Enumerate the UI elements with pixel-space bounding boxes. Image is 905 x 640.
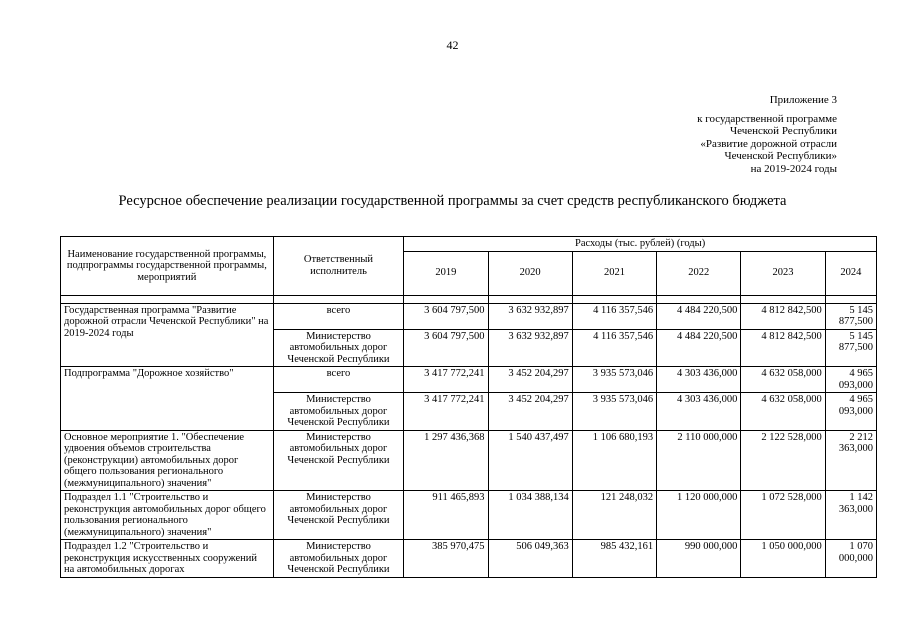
year-header: 2023	[741, 251, 825, 295]
table-row	[61, 367, 877, 393]
section-name-cell: Подраздел 1.2 "Строительство и реконструкция искусственных сооружений на автомобильных дорогах	[61, 540, 274, 578]
appendix-line: к государственной программе	[697, 112, 837, 125]
value-cell: 3 452 204,297	[488, 367, 572, 393]
executor-cell: Министерство автомобильных дорог Чеченской Республики	[273, 393, 403, 431]
year-header: 2022	[657, 251, 741, 295]
value-cell: 4 632 058,000	[741, 393, 825, 431]
executor-cell: всего	[273, 303, 403, 329]
value-cell: 3 604 797,500	[404, 303, 488, 329]
spacer-row	[61, 295, 877, 303]
value-cell: 3 632 932,897	[488, 329, 572, 367]
value-cell: 1 540 437,497	[488, 430, 572, 491]
year-header: 2020	[488, 251, 572, 295]
value-cell: 3 935 573,046	[572, 393, 656, 431]
appendix-line: на 2019-2024 годы	[750, 162, 837, 175]
value-cell: 985 432,161	[572, 540, 656, 578]
value-cell: 911 465,893	[404, 491, 488, 540]
value-cell: 1 142 363,000	[825, 491, 876, 540]
value-cell: 2 212 363,000	[825, 430, 876, 491]
value-cell: 4 965 093,000	[825, 393, 876, 431]
executor-cell: Министерство автомобильных дорог Чеченской Республики	[273, 491, 403, 540]
table-row	[61, 491, 877, 540]
value-cell: 4 303 436,000	[657, 367, 741, 393]
value-cell: 506 049,363	[488, 540, 572, 578]
table-row	[61, 430, 877, 491]
value-cell: 1 034 388,134	[488, 491, 572, 540]
value-cell: 4 484 220,500	[657, 303, 741, 329]
value-cell: 990 000,000	[657, 540, 741, 578]
resource-table	[60, 236, 877, 578]
value-cell: 1 106 680,193	[572, 430, 656, 491]
executor-cell: Министерство автомобильных дорог Чеченской Республики	[273, 329, 403, 367]
appendix-line: Чеченской Республики	[729, 125, 837, 137]
value-cell: 121 248,032	[572, 491, 656, 540]
page-number: 42	[446, 38, 459, 52]
year-header: 2019	[404, 251, 488, 295]
value-cell: 4 812 842,500	[741, 303, 825, 329]
col-name-header: Наименование государственной программы, подпрограммы государственной программы, мероприятий	[61, 237, 274, 296]
year-header: 2021	[572, 251, 656, 295]
col-executor-header: Ответственный исполнитель	[273, 237, 403, 296]
table-row	[61, 303, 877, 329]
table-row	[61, 540, 877, 578]
col-expenses-header: Расходы (тыс. рублей) (годы)	[404, 237, 877, 252]
value-cell: 5 145 877,500	[825, 329, 876, 367]
appendix-line: «Развитие дорожной отрасли	[700, 137, 837, 150]
value-cell: 4 116 357,546	[572, 303, 656, 329]
section-name-cell: Подраздел 1.1 "Строительство и реконструкция автомобильных дорог общего пользования регионального (межмуниципального) значения"	[61, 491, 274, 540]
value-cell: 3 417 772,241	[404, 367, 488, 393]
value-cell: 3 604 797,500	[404, 329, 488, 367]
value-cell: 3 452 204,297	[488, 393, 572, 431]
appendix-line: Чеченской Республики»	[724, 150, 837, 162]
value-cell: 2 110 000,000	[657, 430, 741, 491]
value-cell: 3 417 772,241	[404, 393, 488, 431]
subprogram-name-cell: Подпрограмма "Дорожное хозяйство"	[61, 367, 274, 431]
value-cell: 4 303 436,000	[657, 393, 741, 431]
value-cell: 4 632 058,000	[741, 367, 825, 393]
activity-name-cell: Основное мероприятие 1. "Обеспечение удвоения объемов строительства (реконструкции) автомобильных дорог общего пользования регионального (межмуниципального) значения"	[61, 430, 274, 491]
value-cell: 385 970,475	[404, 540, 488, 578]
value-cell: 3 632 932,897	[488, 303, 572, 329]
appendix-title: Приложение 3	[769, 94, 837, 106]
program-name-cell: Государственная программа "Развитие дорожной отрасли Чеченской Республики" на 2019-2024 годы	[61, 303, 274, 367]
value-cell: 1 297 436,368	[404, 430, 488, 491]
value-cell: 1 072 528,000	[741, 491, 825, 540]
value-cell: 1 120 000,000	[657, 491, 741, 540]
header-row	[61, 237, 877, 252]
value-cell: 4 116 357,546	[572, 329, 656, 367]
value-cell: 2 122 528,000	[741, 430, 825, 491]
year-header: 2024	[825, 251, 876, 295]
appendix-block	[697, 94, 837, 175]
value-cell: 4 965 093,000	[825, 367, 876, 393]
value-cell: 3 935 573,046	[572, 367, 656, 393]
value-cell: 1 070 000,000	[825, 540, 876, 578]
executor-cell: Министерство автомобильных дорог Чеченской Республики	[273, 430, 403, 491]
executor-cell: Министерство автомобильных дорог Чеченской Республики	[273, 540, 403, 578]
value-cell: 4 812 842,500	[741, 329, 825, 367]
value-cell: 1 050 000,000	[741, 540, 825, 578]
document-title: Ресурсное обеспечение реализации государственной программы за счет средств республиканского бюджета	[118, 193, 787, 209]
executor-cell: всего	[273, 367, 403, 393]
value-cell: 5 145 877,500	[825, 303, 876, 329]
value-cell: 4 484 220,500	[657, 329, 741, 367]
